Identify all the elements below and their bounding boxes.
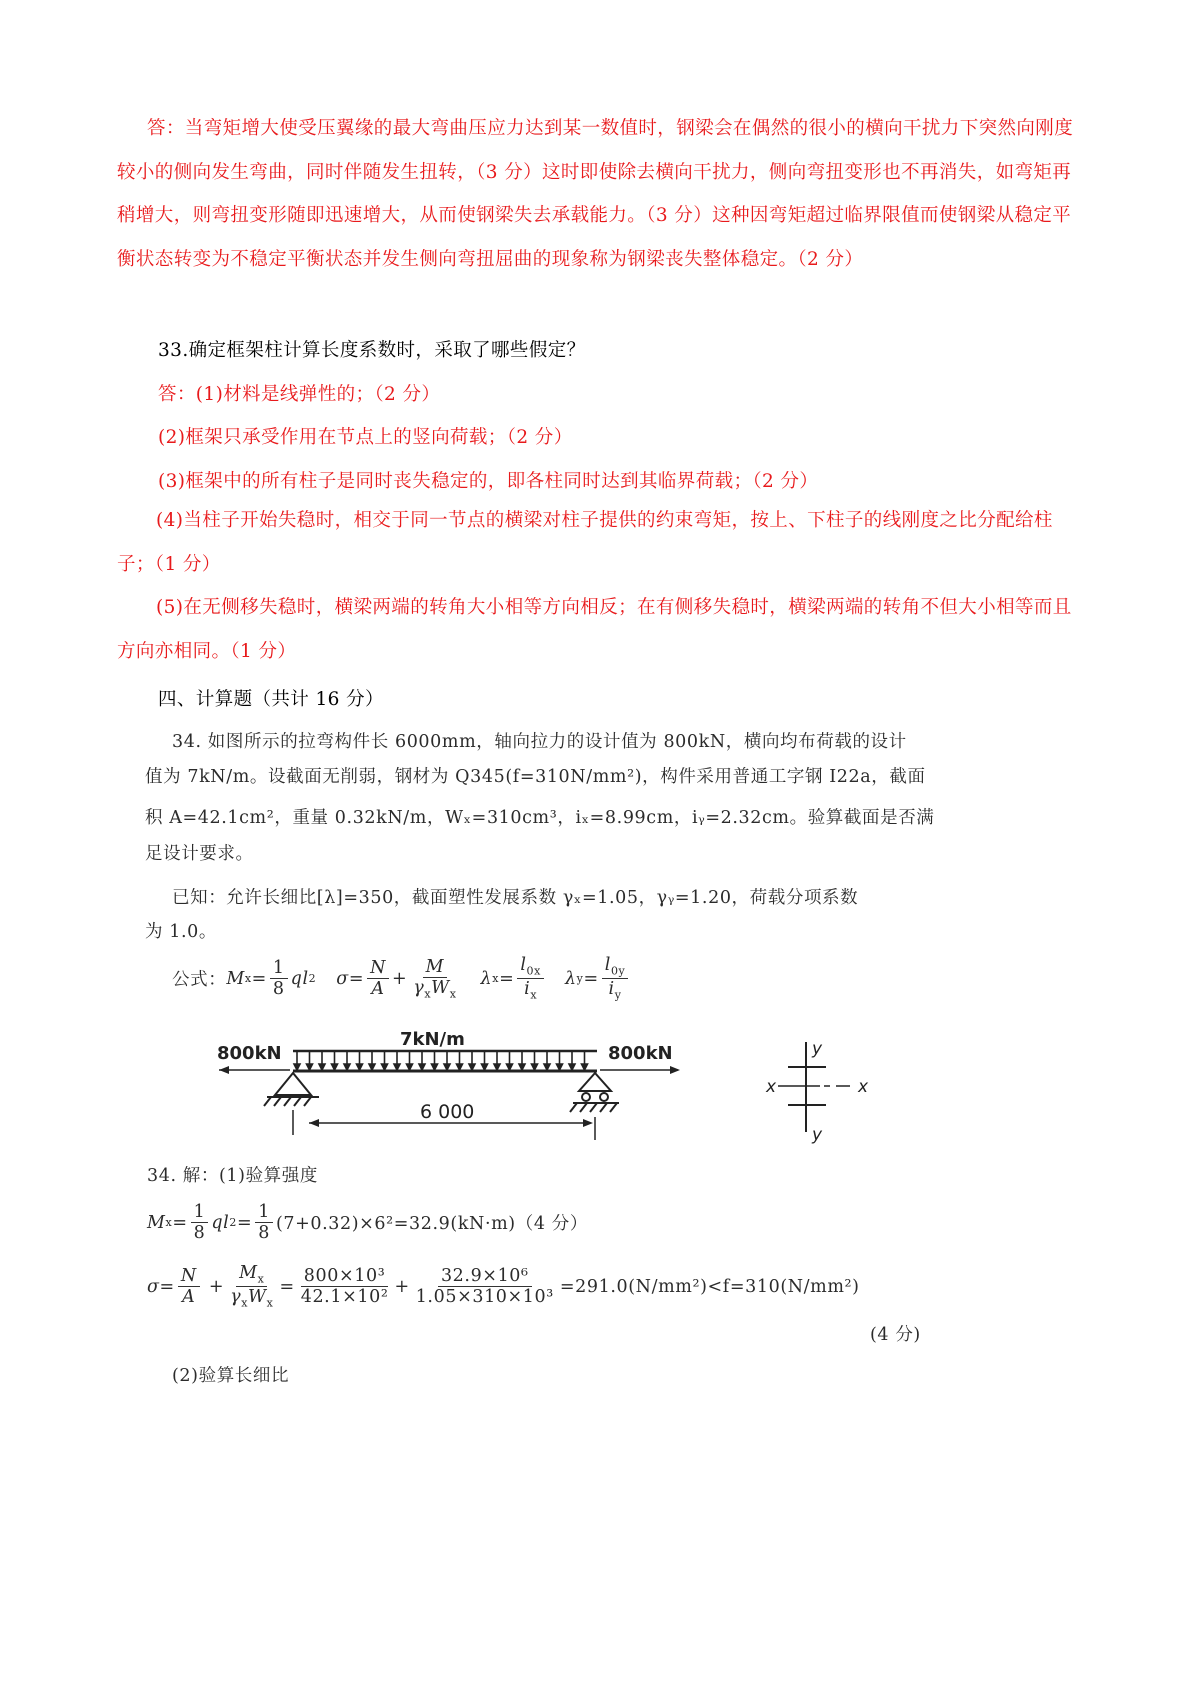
- mx-equation: M x = $\frac{1}{8}$ ql 2 = $\frac{1}{8}$ (7+0.32)×6²=32.9(kN·m)（4 分）: [147, 1202, 588, 1244]
- load-arrow-head: [369, 1064, 375, 1070]
- answer-33-item-1: 答：(1)材料是线弹性的；（2 分）: [158, 384, 441, 405]
- beam-diagram: [205, 1025, 705, 1150]
- problem-34-line-4: 足设计要求。: [145, 844, 254, 864]
- axis-x-left: x: [766, 1077, 777, 1097]
- load-arrow-head: [544, 1064, 550, 1070]
- load-arrow-head: [494, 1064, 500, 1070]
- known-line-1: 已知：允许长细比[λ]=350，截面塑性发展系数 γₓ=1.05，γᵧ=1.20，荷载分项系数: [172, 888, 859, 908]
- load-arrow-head: [582, 1064, 588, 1070]
- answer-33-item-5: (5)在无侧移失稳时，横梁两端的转角大小相等方向相反；在有侧移失稳时，横梁两端的转角不但大小相等而且方向亦相同。（1 分）: [117, 597, 1072, 662]
- question-33: 33.确定框架柱计算长度系数时，采取了哪些假定？: [158, 340, 586, 361]
- sigma-numerator-2: 32.9×10⁶: [438, 1266, 532, 1287]
- answer-33-item-2: (2)框架只承受作用在节点上的竖向荷载；（2 分）: [158, 427, 573, 448]
- problem-34-line-1: 34. 如图所示的拉弯构件长 6000mm，轴向拉力的设计值为 800kN，横向均布荷载的设计: [172, 732, 907, 752]
- pin-support: [264, 1073, 319, 1106]
- span-label: 6 000: [420, 1101, 475, 1123]
- load-arrow-head: [332, 1064, 338, 1070]
- load-arrow-head: [307, 1064, 313, 1070]
- load-arrow-head: [557, 1064, 563, 1070]
- mx-result: (7+0.32)×6²=32.9(kN·m)（4 分）: [275, 1214, 588, 1235]
- load-arrow-head: [419, 1064, 425, 1070]
- axis-y-bottom: y: [812, 1125, 823, 1145]
- right-force-label: 800kN: [608, 1043, 673, 1064]
- known-line-2: 为 1.0。: [145, 922, 217, 942]
- load-arrow-head: [569, 1064, 575, 1070]
- problem-34-line-3: 积 A=42.1cm²，重量 0.32kN/m，Wₓ=310cm³，iₓ=8.99cm，iᵧ=2.32cm。验算截面是否满: [145, 808, 935, 828]
- formula-line: 公式： M x = $\frac{1}{8}$ ql 2 σ = $\frac{N}{A}$ + $\frac{M}{\gamma_xW_x}$ λ x = $\frac{l_{0x}}{i_x}$ λ y = $\frac{l_{0y}}{i_y}$: [172, 955, 631, 1002]
- answer-32: 答：当弯矩增大使受压翼缘的最大弯曲压应力达到某一数值时，钢梁会在偶然的很小的横向干扰力下突然向刚度较小的侧向发生弯曲，同时伴随发生扭转，（3 分）这时即使除去横向干扰力，侧向弯扭变形也不再消失，如弯矩再稍增大，则弯扭变形随即迅速增大，从而使钢梁失去承载能力。（3 分）这种因弯矩超过临界限值而使钢梁从稳定平衡状态转变为不稳定平衡状态并发生侧向弯扭屈曲的现象称为钢梁丧失整体稳定。（2 分）: [117, 118, 1074, 270]
- axis-y-top: y: [812, 1039, 823, 1059]
- i-section-diagram: [766, 1022, 890, 1147]
- distributed-load-arrows: [294, 1052, 588, 1070]
- slenderness-heading: (2)验算长细比: [172, 1366, 290, 1386]
- load-arrow-head: [482, 1064, 488, 1070]
- load-arrow-head: [357, 1064, 363, 1070]
- load-arrow-head: [319, 1064, 325, 1070]
- load-arrow-head: [407, 1064, 413, 1070]
- left-force-label: 800kN: [217, 1043, 282, 1064]
- sigma-numerator-1: 800×10³: [301, 1266, 389, 1287]
- load-arrow-head: [469, 1064, 475, 1070]
- strength-score: (4 分): [870, 1325, 921, 1345]
- load-arrow-head: [344, 1064, 350, 1070]
- load-arrow-head: [394, 1064, 400, 1070]
- problem-34-line-2: 值为 7kN/m。设截面无削弱，钢材为 Q345(f=310N/mm²)，构件采用普通工字钢 I22a，截面: [145, 767, 926, 787]
- load-label: 7kN/m: [400, 1029, 465, 1050]
- sigma-denominator-2: 1.05×310×10³: [415, 1287, 554, 1308]
- load-arrow-head: [294, 1064, 300, 1070]
- sigma-equation: σ = $\frac{N}{A}$ + $\frac{M_x}{\gamma_xW_x}$ = $\frac{\text{800×10³}}{\text{42.1×10²}}$ + $\frac{\text{32.9×10⁶}}{\text{1.05×310×10³}}$ =291.0(N/mm²)<f=310(N/mm²): [147, 1263, 860, 1310]
- formula-prefix: 公式：: [172, 970, 227, 991]
- axis-x-right: x: [858, 1077, 869, 1097]
- section-4-title: 四、计算题（共计 16 分）: [158, 689, 384, 710]
- load-arrow-head: [432, 1064, 438, 1070]
- load-arrow-head: [532, 1064, 538, 1070]
- load-arrow-head: [519, 1064, 525, 1070]
- answer-33-item-4: (4)当柱子开始失稳时，相交于同一节点的横梁对柱子提供的约束弯矩，按上、下柱子的线刚度之比分配给柱子；（1 分）: [117, 510, 1053, 575]
- answer-33-item-3: (3)框架中的所有柱子是同时丧失稳定的，即各柱同时达到其临界荷载；（2 分）: [158, 471, 819, 492]
- load-arrow-head: [507, 1064, 513, 1070]
- roller-support: [570, 1073, 619, 1112]
- load-arrow-head: [457, 1064, 463, 1070]
- sigma-denominator-1: 42.1×10²: [300, 1287, 389, 1308]
- solution-heading: 34. 解：(1)验算强度: [147, 1166, 318, 1186]
- load-arrow-head: [444, 1064, 450, 1070]
- sigma-result: =291.0(N/mm²)<f=310(N/mm²): [559, 1276, 860, 1297]
- load-arrow-head: [382, 1064, 388, 1070]
